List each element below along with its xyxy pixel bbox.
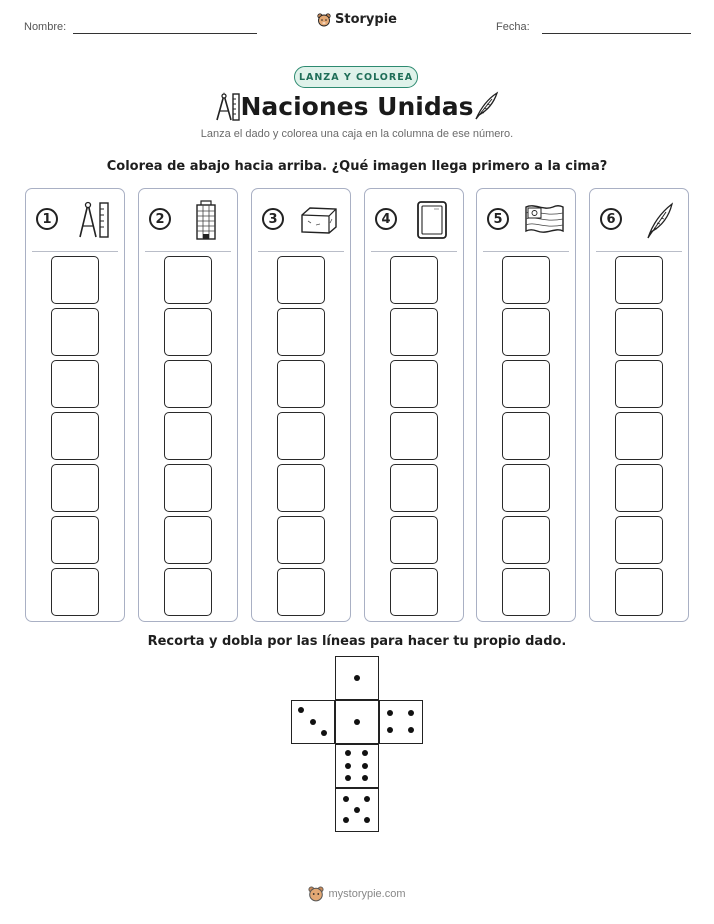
column-number: 3: [262, 208, 284, 230]
color-box[interactable]: [277, 256, 325, 304]
color-box[interactable]: [615, 568, 663, 616]
date-line[interactable]: [542, 33, 691, 34]
column-number: 6: [600, 208, 622, 230]
color-box[interactable]: [277, 464, 325, 512]
footer-url[interactable]: mystorypie.com: [328, 888, 406, 900]
die-face: [291, 700, 335, 744]
column-number: 4: [375, 208, 397, 230]
die-pip: [310, 719, 316, 725]
skyscraper-icon: [183, 199, 229, 241]
column-header: [252, 189, 350, 251]
column-header: [365, 189, 463, 251]
color-box[interactable]: [164, 256, 212, 304]
die-pip: [408, 727, 414, 733]
column-number: 2: [149, 208, 171, 230]
page-title: Naciones Unidas: [240, 92, 474, 121]
color-box[interactable]: [390, 308, 438, 356]
die-pip: [343, 817, 349, 823]
subtitle: Lanza el dado y colorea una caja en la columna de ese número.: [200, 128, 514, 140]
color-box[interactable]: [390, 464, 438, 512]
die-pip: [362, 750, 368, 756]
column-divider: [32, 251, 118, 252]
die-pip: [345, 763, 351, 769]
column-header: [139, 189, 237, 251]
color-box[interactable]: [277, 516, 325, 564]
name-label: Nombre:: [24, 21, 67, 33]
color-box[interactable]: [502, 568, 550, 616]
column-divider: [371, 251, 457, 252]
color-box[interactable]: [51, 256, 99, 304]
column-6: [589, 188, 689, 622]
die-pip: [343, 796, 349, 802]
color-box[interactable]: [277, 412, 325, 460]
column-number: 5: [487, 208, 509, 230]
color-box[interactable]: [615, 256, 663, 304]
column-header: [26, 189, 124, 251]
column-2: [138, 188, 238, 622]
die-pip: [387, 710, 393, 716]
color-box[interactable]: [51, 568, 99, 616]
die-pip: [387, 727, 393, 733]
color-box[interactable]: [51, 308, 99, 356]
color-box[interactable]: [615, 360, 663, 408]
drafting-tools-icon: [70, 199, 116, 241]
color-box[interactable]: [615, 412, 663, 460]
color-box[interactable]: [51, 516, 99, 564]
color-box[interactable]: [502, 308, 550, 356]
column-number: 1: [36, 208, 58, 230]
quill-icon: [634, 199, 680, 241]
color-box[interactable]: [164, 464, 212, 512]
color-box[interactable]: [502, 360, 550, 408]
die-pip: [364, 817, 370, 823]
color-box[interactable]: [502, 516, 550, 564]
die-face: [379, 700, 423, 744]
color-box[interactable]: [51, 412, 99, 460]
color-box[interactable]: [164, 308, 212, 356]
die-pip: [321, 730, 327, 736]
color-box[interactable]: [277, 360, 325, 408]
date-label: Fecha:: [496, 21, 530, 33]
color-box[interactable]: [390, 412, 438, 460]
bear-icon: [317, 13, 331, 27]
color-box[interactable]: [390, 516, 438, 564]
die-pip: [345, 775, 351, 781]
die-pip: [354, 675, 360, 681]
column-divider: [596, 251, 682, 252]
color-box[interactable]: [615, 464, 663, 512]
color-box[interactable]: [502, 256, 550, 304]
tablet-icon: [409, 199, 455, 241]
die-pip: [362, 775, 368, 781]
color-box[interactable]: [51, 360, 99, 408]
color-box[interactable]: [277, 308, 325, 356]
die-face: [335, 656, 379, 700]
color-box[interactable]: [502, 412, 550, 460]
die-pip: [354, 807, 360, 813]
brand-logo: [0, 12, 714, 27]
column-divider: [145, 251, 231, 252]
bear-icon: [308, 886, 324, 902]
column-divider: [258, 251, 344, 252]
column-divider: [483, 251, 569, 252]
color-box[interactable]: [164, 516, 212, 564]
cut-instruction: Recorta y dobla por las líneas para hacer tu propio dado.: [147, 634, 567, 649]
die-pip: [298, 707, 304, 713]
brand-name: Storypie: [335, 12, 397, 27]
die-pip: [408, 710, 414, 716]
die-face: [335, 700, 379, 744]
color-box[interactable]: [502, 464, 550, 512]
footer: [0, 886, 714, 902]
die-pip: [345, 750, 351, 756]
color-box[interactable]: [615, 516, 663, 564]
color-box[interactable]: [615, 308, 663, 356]
coloring-instruction: Colorea de abajo hacia arriba. ¿Qué imagen llega primero a la cima?: [106, 159, 608, 174]
color-box[interactable]: [277, 568, 325, 616]
column-5: [476, 188, 576, 622]
column-4: [364, 188, 464, 622]
color-box[interactable]: [390, 568, 438, 616]
color-box[interactable]: [164, 360, 212, 408]
column-header: [477, 189, 575, 251]
color-box[interactable]: [390, 256, 438, 304]
column-3: [251, 188, 351, 622]
stone-block-icon: [296, 199, 342, 241]
color-box[interactable]: [164, 412, 212, 460]
color-box[interactable]: [390, 360, 438, 408]
die-face: [335, 744, 379, 788]
die-pip: [362, 763, 368, 769]
column-header: [590, 189, 688, 251]
flag-icon: [521, 199, 567, 241]
quill-icon: [470, 90, 500, 122]
color-box[interactable]: [164, 568, 212, 616]
name-line[interactable]: [73, 33, 257, 34]
die-face: [335, 788, 379, 832]
die-pip: [354, 719, 360, 725]
column-1: [25, 188, 125, 622]
color-box[interactable]: [51, 464, 99, 512]
die-pip: [364, 796, 370, 802]
activity-badge: LANZA Y COLOREA: [294, 66, 418, 88]
